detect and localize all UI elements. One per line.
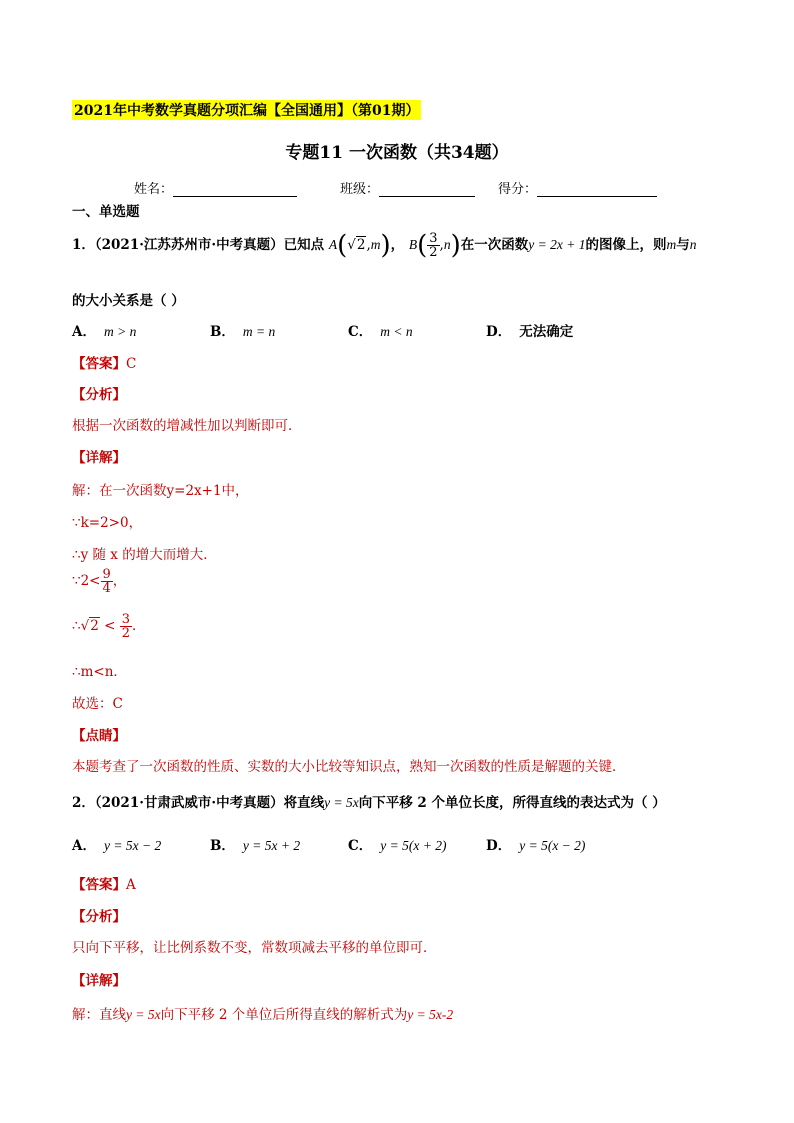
q2-option-b bbox=[210, 834, 300, 854]
q2-d1-func: y = 5x bbox=[126, 1007, 161, 1022]
q1-point-a: A bbox=[328, 237, 338, 252]
q1-d5-lt: < bbox=[99, 618, 120, 634]
q1-option-c-text: m < n bbox=[380, 324, 413, 339]
class-field bbox=[340, 178, 475, 197]
q2-d1-res: y = 5x-2 bbox=[407, 1007, 454, 1022]
q1-paren-open: ( bbox=[337, 230, 348, 261]
q1-paren-close-b: ) bbox=[450, 230, 461, 261]
q2-option-d bbox=[486, 834, 585, 854]
q1-option-b bbox=[210, 320, 275, 340]
q1-d5-den: 2 bbox=[121, 626, 130, 641]
q1-detail-line4 bbox=[72, 568, 126, 595]
q2-d1-mid: 向下平移 2 个单位后所得直线的解析式为 bbox=[160, 1007, 408, 1023]
q2-option-c-label: C． bbox=[348, 838, 373, 854]
name-label: 姓名： bbox=[134, 182, 174, 197]
q1-d4-frac bbox=[101, 568, 113, 595]
name-field bbox=[134, 178, 297, 197]
q2-option-c-text: y = 5(x + 2) bbox=[380, 838, 447, 853]
q2-analysis-tag: 【分析】 bbox=[72, 909, 126, 925]
q1-option-c bbox=[348, 320, 413, 340]
q1-detail-line3: ∴y 随 x 的增大而增大． bbox=[72, 547, 217, 563]
question-1-stem: 1．（2021·江苏苏州市·中考真题）已知点 A(√2,m)， B( $\frac{3}{2}$ ,n)在一次函数y = 2x + 1的图像上，则m与n bbox=[72, 230, 697, 261]
q1-m: m bbox=[370, 237, 381, 252]
q1-d5-num: 3 bbox=[121, 612, 130, 627]
q2-analysis: 只向下平移，让比例系数不变，常数项减去平移的单位即可． bbox=[72, 940, 437, 956]
q2-option-a bbox=[72, 834, 161, 854]
q1-option-a-text: m > n bbox=[103, 324, 137, 339]
q1-comment-tag: 【点睛】 bbox=[72, 728, 126, 744]
q1-answer-tag: 【答案】 bbox=[72, 356, 126, 372]
q1-detail-line6: ∴m<n． bbox=[72, 664, 127, 680]
q1-d4-den: 4 bbox=[102, 581, 111, 596]
q1-detail-line5 bbox=[72, 613, 145, 640]
q1-fraction bbox=[427, 232, 439, 259]
q1-option-a-label: A． bbox=[72, 324, 96, 340]
q2-answer bbox=[72, 873, 136, 893]
q2-prefix: 2．（2021·甘肃武威市·中考真题）将直线 bbox=[72, 795, 325, 811]
q1-detail-line7: 故选：C bbox=[72, 696, 123, 712]
q2-option-b-text: y = 5x + 2 bbox=[242, 838, 301, 853]
q1-func: y = 2x + 1 bbox=[528, 237, 586, 252]
q1-d4-num: 9 bbox=[102, 567, 111, 582]
q1-d5-pre: ∴ bbox=[72, 618, 81, 634]
q2-option-d-text: y = 5(x − 2) bbox=[519, 838, 586, 853]
q1-option-c-label: C． bbox=[348, 324, 373, 340]
q2-detail-tag: 【详解】 bbox=[72, 973, 126, 989]
q1-n2: n bbox=[689, 237, 697, 252]
q1-comma: ， bbox=[390, 237, 405, 253]
q1-d5-sqrt: √2 bbox=[80, 618, 99, 634]
document-header: 2021年中考数学真题分项汇编【全国通用】（第01期） bbox=[72, 100, 421, 120]
q1-d5-post: ． bbox=[131, 618, 146, 634]
q1-answer-value: C bbox=[126, 356, 137, 372]
q2-option-a-text: y = 5x − 2 bbox=[103, 838, 162, 853]
q1-analysis-tag: 【分析】 bbox=[72, 387, 126, 403]
q2-suffix: 向下平移 2 个单位长度，所得直线的表达式为（ ） bbox=[358, 795, 666, 811]
class-blank bbox=[379, 184, 475, 197]
q1-point-b: B bbox=[408, 237, 418, 252]
score-label: 得分： bbox=[498, 182, 538, 197]
q1-option-a bbox=[72, 320, 136, 340]
page-title: 专题11 一次函数（共34题） bbox=[285, 143, 509, 163]
q1-d5-frac bbox=[120, 613, 132, 640]
question-2-stem bbox=[72, 791, 666, 811]
q1-analysis: 根据一次函数的增减性加以判断即可． bbox=[72, 418, 302, 434]
q1-answer bbox=[72, 352, 136, 372]
q1-comment: 本题考查了一次函数的性质、实数的大小比较等知识点，熟知一次函数的性质是解题的关键． bbox=[72, 759, 626, 775]
q2-answer-tag: 【答案】 bbox=[72, 877, 126, 893]
q1-paren-close: ) bbox=[380, 230, 391, 261]
q2-func: y = 5x bbox=[324, 795, 359, 810]
class-label: 班级： bbox=[340, 182, 380, 197]
q1-option-d bbox=[486, 320, 573, 340]
score-blank bbox=[537, 184, 657, 197]
q1-detail-tag: 【详解】 bbox=[72, 450, 126, 466]
q1-frac-num: 3 bbox=[429, 231, 438, 246]
q1-prefix: 1．（2021·江苏苏州市·中考真题）已知点 bbox=[72, 237, 325, 253]
q2-option-a-label: A． bbox=[72, 838, 96, 854]
q1-option-d-text: 无法确定 bbox=[519, 324, 574, 340]
q1-tail: 与 bbox=[676, 237, 690, 253]
q1-n: n bbox=[443, 237, 451, 252]
q1-sqrt: √2 bbox=[347, 237, 366, 253]
q1-d4-pre: ∵2< bbox=[72, 573, 101, 589]
score-field bbox=[498, 178, 657, 197]
q1-mid: 在一次函数 bbox=[460, 237, 529, 253]
q1-after: 的图像上，则 bbox=[585, 237, 667, 253]
q2-d1-pre: 解：直线 bbox=[72, 1007, 126, 1023]
q2-option-b-label: B． bbox=[210, 838, 235, 854]
q2-answer-value: A bbox=[126, 877, 136, 893]
q1-paren-open-b: ( bbox=[417, 230, 428, 261]
q1-detail-line2: ∵k=2>0， bbox=[72, 515, 143, 531]
q2-option-c bbox=[348, 834, 446, 854]
question-1-stem-line2: 的大小关系是（ ） bbox=[72, 293, 185, 309]
q1-sqrt-val: 2 bbox=[356, 237, 366, 253]
q1-m2: m bbox=[666, 237, 677, 252]
name-blank bbox=[173, 184, 297, 197]
q1-option-b-text: m = n bbox=[242, 324, 276, 339]
q1-d4-post: ， bbox=[112, 573, 127, 589]
q2-option-d-label: D． bbox=[486, 838, 512, 854]
q1-option-d-label: D． bbox=[486, 324, 512, 340]
q1-d5-sqrt-val: 2 bbox=[90, 618, 99, 634]
q1-detail-line1: 解：在一次函数y=2x+1中， bbox=[72, 483, 249, 499]
q1-option-b-label: B． bbox=[210, 324, 235, 340]
q1-frac-den: 2 bbox=[429, 245, 438, 260]
section-heading: 一、单选题 bbox=[72, 204, 140, 220]
q2-detail-line1 bbox=[72, 1003, 453, 1023]
